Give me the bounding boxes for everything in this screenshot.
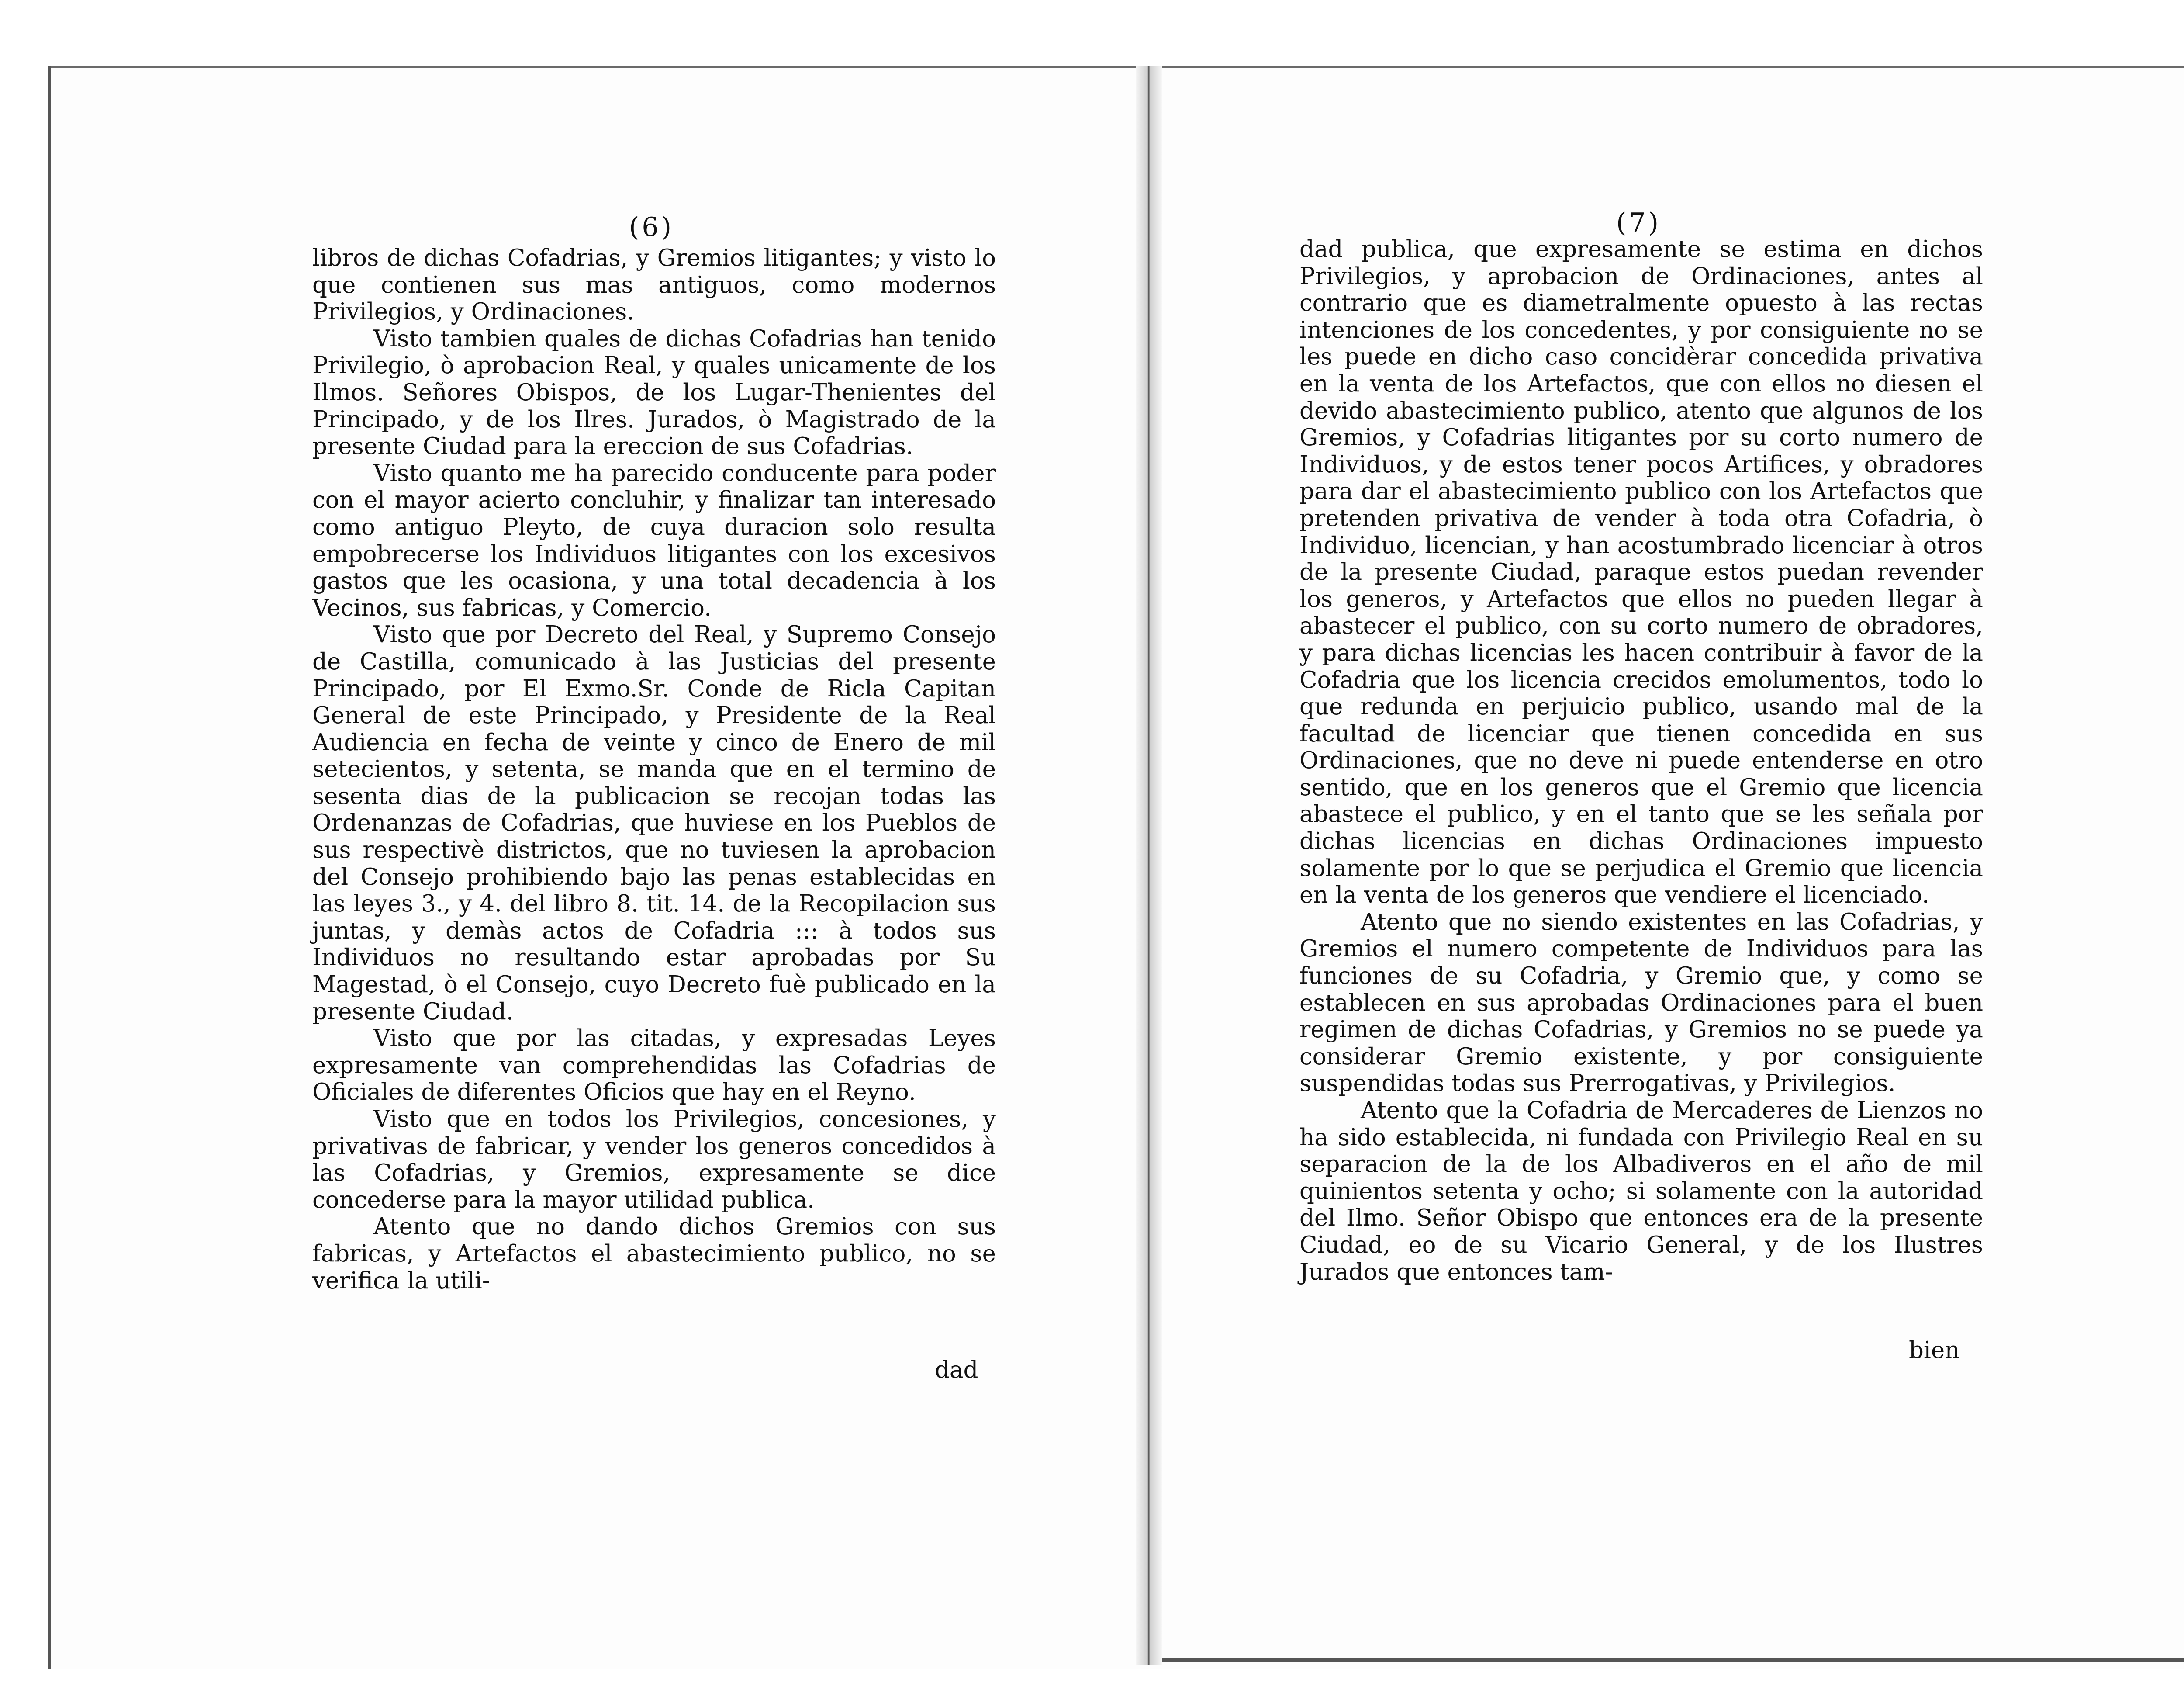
top-page-edge [48, 66, 2184, 68]
paragraph: Atento que no dando dichos Gremios con sus fabricas, y Artefactos el abastecimiento publico, no se verifica la utili- [312, 1213, 996, 1294]
paragraph: Visto que por Decreto del Real, y Supremo Consejo de Castilla, comunicado à las Justicias del presente Principado, por El Exmo.Sr. Conde de Ricla Capitan General de este Principado, y Presidente de la Real Audiencia en fecha de veinte y cinco de Enero de mil setecientos, y setenta, se manda que en el termino de sesenta dias de la publicacion se recojan todas las Ordenanzas de Cofadrias, que huviese en los Pueblos de sus respectivè districtos, que no tuviesen la aprobacion del Consejo prohibiendo bajo las penas establecidas en las leyes 3., y 4. del libro 8. tit. 14. de la Recopilacion sus juntas, y demàs actos de Cofadria ::: à todos sus Individuos no resultando estar aprobadas por Su Magestad, ò el Consejo, cuyo Decreto fuè publicado en la presente Ciudad. [312, 621, 996, 1025]
paragraph: Visto que por las citadas, y expresadas Leyes expresamente van comprehendidas las Cofadrias de Oficiales de diferentes Oficios que hay en el Reyno. [312, 1025, 996, 1106]
right-page-text [1299, 236, 1983, 1285]
bottom-page-edge [1144, 1658, 2184, 1662]
paragraph: Visto que en todos los Privilegios, concesiones, y privativas de fabricar, y vender los generos concedidos à las Cofadrias, y Gremios, expresamente se dice concederse para la mayor utilidad publica. [312, 1106, 996, 1213]
paragraph: dad publica, que expresamente se estima en dichos Privilegios, y aprobacion de Ordinaciones, antes al contrario que es diametralmente opuesto à las rectas intenciones de los concedentes, y por consiguiente no se les puede en dicho caso concidèrar concedida privativa en la venta de los Artefactos, que con ellos no diesen el devido abastecimiento publico, atento que algunos de los Gremios, y Cofadrias litigantes por su corto numero de Individuos, y de estos tener pocos Artifices, y obradores para dar el abastecimiento publico con los Artefactos que pretenden privativa de vender à toda otra Cofadria, ò Individuo, licencian, y han acostumbrado licenciar à otros de la presente Ciudad, paraque estos puedan revender los generos, y Artefactos que ellos no pueden llegar à abastecer el publico, con su corto numero de obradores, y para dichas licencias les hacen contribuir à favor de la Cofadria que los licencia crecidos emolumentos, todo lo que redunda en perjuicio publico, usando mal de la facultad de licenciar que tienen concedida en sus Ordinaciones, que no deve ni puede entenderse en otro sentido, que en los generos que el Gremio que licencia abastece el publico, y en el tanto que se les señala por dichas licencias en dichas Ordinaciones impuesto solamente por lo que se perjudica el Gremio que licencia en la venta de los generos que vendiere el licenciado. [1299, 236, 1983, 909]
paragraph: Visto tambien quales de dichas Cofadrias han tenido Privilegio, ò aprobacion Real, y quales unicamente de los Ilmos. Señores Obispos, de los Lugar-Thenientes del Principado, y de los Ilres. Jurados, ò Magistrado de la presente Ciudad para la ereccion de sus Cofadrias. [312, 325, 996, 460]
paragraph: Atento que la Cofadria de Mercaderes de Lienzos no ha sido establecida, ni fundada con Privilegio Real en su separacion de la de los Albadiveros en el año de mil quinientos setenta y ocho; si solamente con la autoridad del Ilmo. Señor Obispo que entonces era de la presente Ciudad, eo de su Vicario General, y de los Ilustres Jurados que entonces tam- [1299, 1097, 1983, 1285]
book-gutter [1136, 66, 1162, 1665]
left-page-number: (6) [629, 212, 674, 242]
paragraph: libros de dichas Cofadrias, y Gremios litigantes; y visto lo que contienen sus mas antiguos, como modernos Privilegios, y Ordinaciones. [312, 245, 996, 326]
left-catchword: dad [935, 1357, 978, 1383]
right-catchword: bien [1909, 1337, 1960, 1364]
paragraph: Visto quanto me ha parecido conducente para poder con el mayor acierto concluhir, y finalizar tan interesado como antiguo Pleyto, de cuya duracion solo resulta empobrecerse los Individuos litigantes con los excesivos gastos que les ocasiona, y una total decadencia à los Vecinos, sus fabricas, y Comercio. [312, 460, 996, 621]
left-page-text [312, 245, 996, 1294]
right-page-number: (7) [1616, 208, 1661, 238]
paragraph: Atento que no siendo existentes en las Cofadrias, y Gremios el numero competente de Individuos para las funciones de su Cofadria, y Gremio que, y como se establecen en sus aprobadas Ordinaciones para el buen regimen de dichas Cofadrias, y Gremios no se puede ya considerar Gremio existente, y por consiguiente suspendidas todas sus Prerrogativas, y Privilegios. [1299, 908, 1983, 1097]
left-page-edge [48, 66, 51, 1669]
